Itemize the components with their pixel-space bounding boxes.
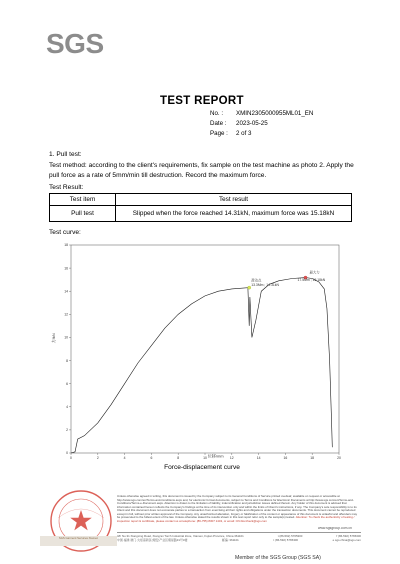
y-tick-label: 18: [64, 243, 68, 248]
force-series-line: [71, 278, 332, 453]
chart-caption: Force-displacement curve: [164, 464, 240, 471]
slip-point-label: 滑动点: [251, 278, 262, 283]
pull-test-heading: 1. Pull test:: [49, 151, 82, 158]
force-displacement-chart: [49, 239, 355, 471]
x-tick-label: 2: [96, 456, 99, 460]
y-tick-label: 4: [66, 404, 68, 409]
results-header-row: [50, 194, 352, 206]
x-tick-label: 4: [123, 456, 126, 460]
slip-point-value: 13.3Mm ; 14.31kN: [251, 283, 279, 288]
results-table: [49, 193, 352, 222]
curve-label: Test curve:: [49, 229, 81, 236]
y-tick-label: 0: [66, 451, 68, 456]
x-tick-label: 14: [256, 456, 261, 460]
address-en: 3/F No.31 Xiangxing Road, Xiang'an Torch Industrial Zone, Xiamen, Fujian Province, China 361101: [117, 534, 244, 538]
fax-en: f (86-592) 5765300: [336, 534, 361, 538]
x-tick-label: 20: [337, 456, 341, 460]
x-tick-label: 10: [203, 456, 207, 460]
postcode-cn: 邮编: 361101: [221, 538, 239, 542]
footer-terms: [117, 495, 361, 523]
address-cn: 中国·福建·厦门·火炬高新区(翔安)产业区翔星路31号3楼: [117, 538, 188, 542]
meta-date: [210, 119, 313, 129]
report-title: TEST REPORT: [160, 95, 244, 107]
plot-frame: [71, 245, 339, 453]
y-tick-label: 12: [64, 312, 68, 317]
pull-test-section: [49, 150, 359, 182]
attention-text: Attention: To check the authenticity of testing / inspection report & certificate, please contact us at telephone: (86-755) 8307 1443, or email: CN.Doccheck@sgs.com: [117, 515, 355, 523]
y-tick-label: 16: [64, 266, 68, 271]
y-axis-label: 力/kN: [51, 333, 56, 344]
date-value: 2023-05-25: [236, 120, 268, 127]
address-line-cn: [117, 538, 361, 542]
y-tick-label: 14: [64, 289, 68, 294]
max-force-label: 最大力: [309, 270, 320, 275]
email-cn: e sgs.china@sgs.com: [332, 538, 361, 542]
website[interactable]: www.sgsgroup.com.cn: [318, 526, 352, 530]
max-force-value: 17.5Mm ; 15.18kN: [297, 278, 326, 283]
page-label: Page :: [210, 130, 228, 137]
cell-test-item: Pull test: [50, 206, 116, 222]
table-row: [50, 206, 352, 222]
tel-cn: t (86-592) 5765300: [273, 538, 299, 542]
no-label: No. :: [210, 110, 224, 117]
result-label: Test Result:: [49, 184, 84, 191]
y-tick-label: 10: [64, 335, 68, 340]
x-tick-label: 16: [283, 456, 288, 460]
col-test-item: Test item: [50, 194, 116, 206]
x-tick-label: 6: [150, 456, 153, 460]
x-tick-label: 8: [177, 456, 180, 460]
page-value: 2 of 3: [236, 130, 252, 137]
sgs-logo: [46, 30, 116, 58]
logo-text: SGS: [46, 28, 104, 59]
meta-no: [210, 109, 313, 119]
x-axis-label: 位移/mm: [207, 453, 224, 459]
date-label: Date :: [210, 120, 227, 127]
x-tick-label: 0: [70, 456, 72, 460]
terms-text: Unless otherwise agreed in writing, this document is issued by the Company subject to its General Conditions of Service printed overleaf, available on request or accessible at http://www.sgs.com/en/Terms-and-Conditions.aspx and, for electronic format documents, subject to Terms and Conditions for Electronic Documents at http://www.sgs.com/en/Terms-and-Conditions/Terms-e-Document.aspx. Attention is drawn to the limitation of liability, indemnification and jurisdiction issues defined therein. Any holder of this document is advised that information contained hereon reflects the Company's findings at the time of its intervention only and within the limits of Client's instructions, if any. The Company's sole responsibility is to its Client and this document does not exonerate parties to a transaction from exercising all their rights and obligations under the transaction documents. This document cannot be reproduced except in full, without prior written approval of the Company. Any unauthorized alteration, forgery or falsification of the content or appearance of this document is unlawful and offenders may be prosecuted to the fullest extent of the law. Unless otherwise stated the results shown in this test report refer only to the sample(s) tested.: [117, 494, 358, 519]
tel-en: t (86-592) 5765300: [277, 534, 303, 538]
stamp-strip-text: SGS Garment Services Xiamen: [58, 536, 99, 540]
meta-page: [210, 129, 313, 139]
footer-address: [117, 532, 361, 542]
no-value: XMIN2305000955ML01_EN: [236, 110, 314, 117]
y-tick-label: 8: [66, 358, 68, 363]
col-test-result: Test result: [116, 194, 352, 206]
y-tick-label: 2: [66, 428, 68, 433]
pull-test-method: Test method: according to the client's requirements, fix sample on the test machine as photo 2. Apply the pull force as a rate of 5mm/min till destruction. Record the maximum force.: [49, 161, 354, 179]
cell-test-result: Slipped when the force reached 14.31kN, maximum force was 15.18kN: [116, 206, 352, 222]
x-tick-label: 18: [310, 456, 315, 460]
report-meta: [210, 109, 313, 139]
member-line: Member of the SGS Group (SGS SA): [235, 555, 321, 561]
x-tick-label: 12: [229, 456, 234, 460]
y-tick-label: 6: [66, 381, 68, 386]
